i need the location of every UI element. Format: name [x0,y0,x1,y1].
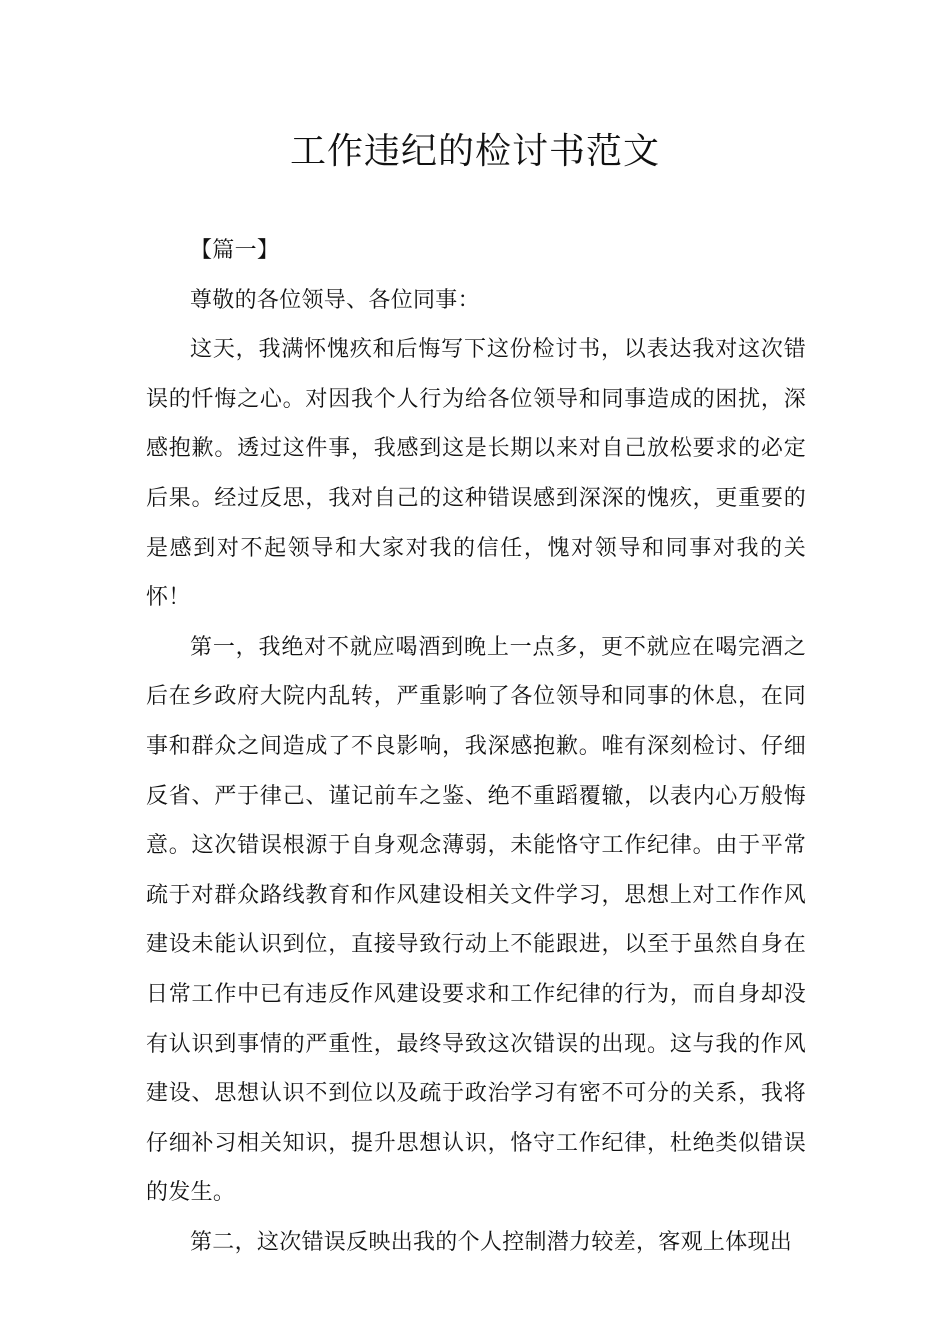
paragraph-3: 第二，这次错误反映出我的个人控制潜力较差，客观上体现出 [190,1229,793,1255]
section-heading: 【篇一】 [190,238,280,263]
document-body [146,226,806,1267]
paragraph-2: 第一，我绝对不就应喝酒到晚上一点多，更不就应在喝完酒之后在乡政府大院内乱转，严重影响了各位领导和同事的休息，在同事和群众之间造成了不良影响，我深感抱歉。唯有深刻检讨、仔细反省、严于律己、谨记前车之鉴、绝不重蹈覆辙，以表内心万般悔意。这次错误根源于自身观念薄弱，未能恪守工作纪律。由于平常疏于对群众路线教育和作风建设相关文件学习，思想上对工作作风建设未能认识到位，直接导致行动上不能跟进，以至于虽然自身在日常工作中已有违反作风建设要求和工作纪律的行为，而自身却没有认识到事情的严重性，最终导致这次错误的出现。这与我的作风建设、思想认识不到位以及疏于政治学习有密不可分的关系，我将仔细补习相关知识，提升思想认识，恪守工作纪律，杜绝类似错误的发生。 [146,634,806,1206]
paragraph-1: 这天，我满怀愧疚和后悔写下这份检讨书，以表达我对这次错误的忏悔之心。对因我个人行为给各位领导和同事造成的困扰，深感抱歉。透过这件事，我感到这是长期以来对自己放松要求的必定后果。经过反思，我对自己的这种错误感到深深的愧疚，更重要的是感到对不起领导和大家对我的信任，愧对领导和同事对我的关怀！ [146,337,806,611]
document-title: 工作违纪的检讨书范文 [289,131,660,172]
salutation: 尊敬的各位领导、各位同事： [190,287,480,313]
